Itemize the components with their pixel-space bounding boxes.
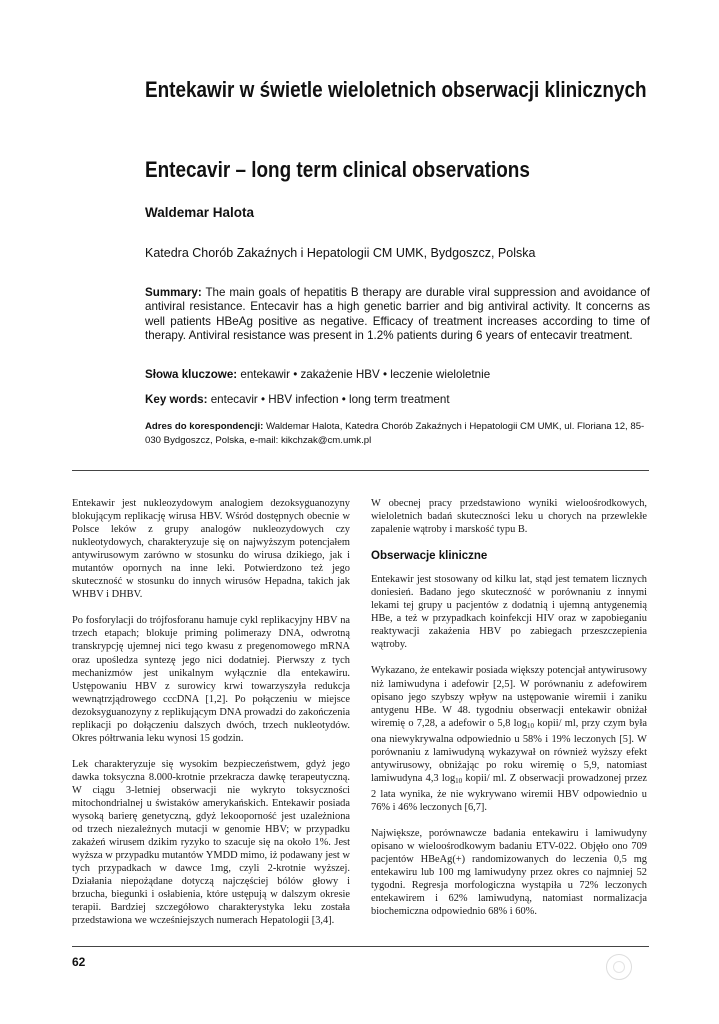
left-column — [72, 497, 350, 940]
title-polish: Entekawir w świetle wieloletnich obserwacji klinicznych — [145, 77, 647, 102]
paragraph — [371, 664, 647, 814]
keywords-polish — [145, 368, 650, 382]
keywords-english — [145, 393, 650, 407]
watermark-logo-icon — [606, 954, 632, 980]
divider-top — [72, 470, 649, 471]
paragraph: Entekawir jest stosowany od kilku lat, stąd jest tematem licznych doniesień. Badano jego skuteczność w porównaniu z innymi lekami tej grupy u pacjentów z dodatnią i ujemną antygenemią HBe, a też w przypadkach koinfekcji HIV oraz w zapobieganiu reaktywacji zakażenia HBV po zabiegach przeszczepienia wątroby. — [371, 574, 647, 651]
subscript: 10 — [455, 776, 463, 785]
paragraph: W obecnej pracy przedstawiono wyniki wieloośrodkowych, wieloletnich badań skuteczności leku u chorych na przewlekłe zapalenie wątroby i marskość typu B. — [371, 498, 647, 536]
divider-bottom — [72, 946, 649, 947]
paragraph: Największe, porównawcze badania entekawiru i lamiwudyny opisano w wieloośrodkowym badaniu ETV-022. Objęło ono 709 pacjentów HBeAg(+) randomizowanych do leczenia 0,5 mg entekawiru lub 100 mg lamiwudyny przez okres co najmniej 52 tygodni. Regresja morfologiczna wystąpiła u 72% leczonych entekawirem i 62% lamiwudyną, natomiast normalizacja biochemiczna odpowiednio 68% i 60%. — [371, 827, 647, 918]
summary — [145, 286, 650, 344]
keywords-polish-label: Słowa kluczowe: — [145, 368, 238, 381]
paragraph: Po fosforylacji do trójfosforanu hamuje cykl replikacyjny HBV na trzech etapach; blokuje priming polimerazy DNA, odwrotną transkrypcję ujemnej nici tego kwasu z pregenomowego mRNA oraz upośledza syntezę jego nici dodatniej. Pierwszy z tych mechanizmów jest unikalnym wyłącznie dla entekawiru. Ustępowaniu HBV z surowicy krwi towarzyszyła redukcja wewnątrzjądrowego cccDNA [1,2]. Po połączeniu w miejsce dezoksyguanozyny z replikującym DNA prowadzi do zakończenia replikacji po dołączeniu dalszych dwóch, trzech nukleotydów. Okres półtrwania leku wynosi 15 godzin. — [72, 615, 350, 744]
correspondence — [145, 420, 645, 448]
author: Waldemar Halota — [145, 205, 255, 220]
summary-text: The main goals of hepatitis B therapy are durable viral suppression and avoidance of antiviral resistance. Entecavir has a high genetic barrier and big antiviral activity. It concerns as well patients HBeAg positive as negative. Efficacy of treatment increases according to time of therapy. Antiviral resistance was present in 1.2% patients during 6 years of entecavir treatment. — [145, 286, 650, 343]
paragraph-part: kopii/ ml, przy czym była ona niewykrywalna odpowiednio u 58% i 19% leczonych [5]. W porównaniu z lamiwudyną wykazywał on również wyższy efekt antywirusowy, obniżając po roku wiremię o 5,9, natomiast lamiwudyna 4,3 log — [371, 717, 647, 784]
paragraph: Lek charakteryzuje się wysokim bezpieczeństwem, gdyż jego dawka toksyczna 8.000-krotnie przekracza dawkę terapeutyczną. W ciągu 3-letniej obserwacji nie wykryto toksyczności mitochondrialnej u świstaków amerykańskich. Entekawir posiada wysoką barierę genetyczną, gdyż lekooporność jest uzależniona od trzech niezależnych mutacji w genomie HBV; w przypadku zakażeń wirusem dzikim ryzyko to szacuje się na około 1%. Jest wyższa w przypadku mutantów YMDD mimo, iż podawany jest w tych przypadkach w dawce 1mg, czyli 2-krotnie wyższej. Działania niepożądane dotyczą najczęściej bólów głowy i brzucha, biegunki i osłabienia, które ustępują w dalszym okresie terapii. Bardziej szczegółowo charakterystyka leku została przedstawiona we wcześniejszych numerach Hepatologii [3,4]. — [72, 758, 350, 927]
keywords-english-text: entecavir • HBV infection • long term treatment — [210, 393, 450, 406]
subscript: 10 — [526, 721, 534, 730]
section-heading: Obserwacje kliniczne — [371, 550, 488, 563]
affiliation: Katedra Chorób Zakaźnych i Hepatologii CM UMK, Bydgoszcz, Polska — [145, 246, 536, 260]
paragraph: Entekawir jest nukleozydowym analogiem dezoksyguanozyny blokującym replikację wirusa HBV. Wśród dostępnych obecnie w Polsce leków z grupy analogów nukleozydowych czy nukleotydowych, charakteryzuje się on najwyższym potencjałem antywirusowym zarówno w stosunku do wirusa dzikiego, jak i mutantów opornych na inne leki. Potwierdzono też jego skuteczność w stosunku do innych wirusów Hepadna, takich jak WHBV i DHBV. — [72, 498, 350, 601]
title-english: Entecavir – long term clinical observations — [145, 157, 530, 182]
page-number: 62 — [72, 955, 86, 969]
paragraph-part: kopii/ ml. Z obserwacji prowadzonej przez 2 lata wynika, że nie wykrywano wiremii HBV odpowiednio u 76% i 46% leczonych [6,7]. — [371, 772, 647, 813]
keywords-polish-text: entekawir • zakażenie HBV • leczenie wieloletnie — [240, 368, 491, 381]
correspondence-label: Adres do korespondencji: — [145, 421, 264, 432]
paragraph-part: Wykazano, że entekawir posiada większy potencjał antywirusowy niż lamiwudyna i adefowir [2,5]. W porównaniu z adefowirem opisano jego szybszy wpływ na ustępowanie wiremii i zaniku antygenu HBe. W 48. tygodniu obserwacji entekawir obniżał wiremię o 7,28, a adefowir o 5,8 log — [371, 665, 647, 729]
correspondence-text: Waldemar Halota, Katedra Chorób Zakaźnych i Hepatologii CM UMK, ul. Floriana 12, 85-030 Bydgoszcz, Polska, e-mail: kikchzak@cm.umk.pl — [145, 421, 645, 446]
summary-label: Summary: — [145, 286, 202, 299]
keywords-english-label: Key words: — [145, 393, 208, 406]
right-column — [371, 497, 647, 931]
